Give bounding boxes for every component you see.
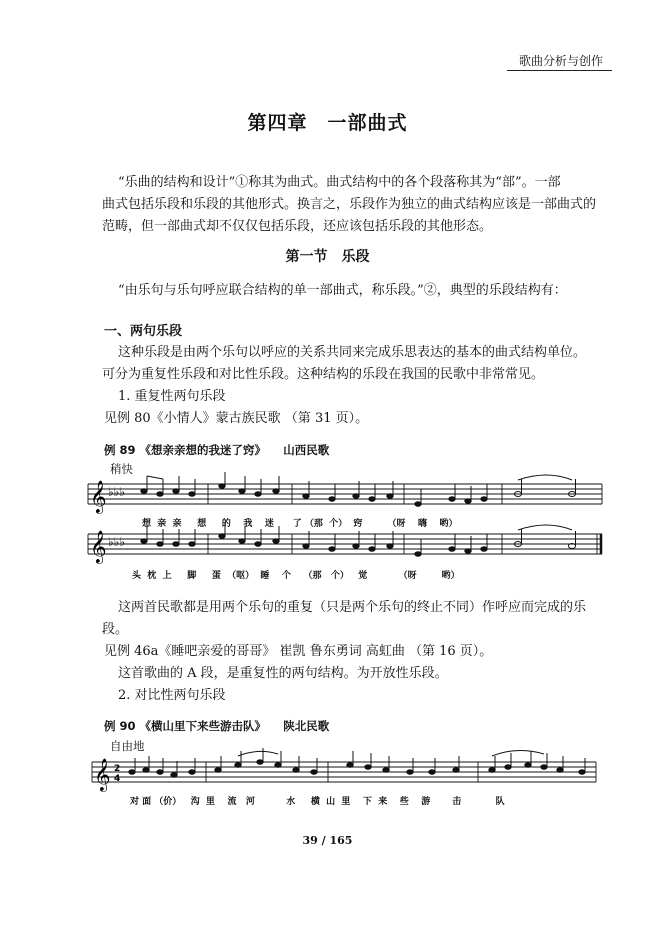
intro-line-3: 范畴，但一部曲式却不仅仅包括乐段，还应该包括乐段的其他形态。 xyxy=(102,219,493,234)
treble-clef-icon: 𝄞 xyxy=(90,480,107,513)
example-89-tempo: 稍快 xyxy=(110,462,133,476)
staff-system-3 xyxy=(92,762,596,782)
after-89-line-1: 这两首民歌都是用两个乐句的重复（只是两个乐句的终止不同）作呼应而完成的乐 xyxy=(118,600,587,615)
list-item-1: 1. 重复性两句乐段 xyxy=(118,389,226,404)
example-89-score xyxy=(82,474,612,604)
intro-line-2: 曲式包括乐段和乐段的其他形式。换言之，乐段作为独立的曲式结构应该是一部曲式的 xyxy=(102,197,597,212)
example-90-lyrics: 对 面 （价） 沟 里 流 河 水 横 山 里 下 来 些 游 击 队 xyxy=(130,797,505,807)
reference-example-46a: 见例 46a《睡吧亲爱的哥哥》 崔凯 鲁东勇词 高虹曲 （第 16 页）。 xyxy=(104,644,493,659)
subsection-line-1: 这种乐段是由两个乐句以呼应的关系共同来完成乐思表达的基本的曲式结构单位。 xyxy=(118,345,587,360)
treble-clef-icon: 𝄞 xyxy=(90,530,107,563)
time-signature-bottom: 4 xyxy=(114,774,121,784)
example-90-score xyxy=(88,750,600,800)
example-89-caption: 例 89 《想亲亲想的我迷了窍》 山西民歌 xyxy=(104,443,330,457)
staff-system-1 xyxy=(88,484,602,504)
page-number: 39 / 165 xyxy=(302,834,353,847)
after-89-description: 这首歌曲的 A 段，是重复性的两句结构。为开放性乐段。 xyxy=(118,666,448,681)
example-89-lyrics-1: 想 亲 亲 想 的 我 迷 了 （那 个） 窍 （呀 嗨 哟） xyxy=(142,519,458,529)
section-definition: “由乐句与乐句呼应联合结构的单一部曲式，称乐段。”②，典型的乐段结构有： xyxy=(118,283,567,298)
treble-clef-icon: 𝄞 xyxy=(94,758,111,791)
subsection-line-2: 可分为重复性乐段和对比性乐段。这种结构的乐段在我国的民歌中非常常见。 xyxy=(102,367,545,382)
example-89-lyrics-2: 头 枕 上 脚 蛋 （呕） 睡 个 （那 个） 觉 （呀 哟） xyxy=(132,571,460,581)
reference-example-80: 见例 80《小情人》蒙古族民歌 （第 31 页）。 xyxy=(104,411,369,426)
staff-system-2 xyxy=(88,534,602,554)
time-signature-top: 2 xyxy=(114,764,121,774)
example-90-tempo: 自由地 xyxy=(110,739,145,753)
intro-line-1: “乐曲的结构和设计”①称其为曲式。曲式结构中的各个段落称其为“部”。一部 xyxy=(118,175,561,190)
key-signature-icon: ♭♭♭ xyxy=(108,485,125,499)
list-item-2: 2. 对比性两句乐段 xyxy=(118,688,226,703)
section-title: 第一节 乐段 xyxy=(285,249,370,265)
notes-system-3 xyxy=(129,748,585,777)
key-signature-icon: ♭♭♭ xyxy=(108,535,125,549)
after-89-line-2: 段。 xyxy=(102,622,129,637)
subsection-title: 一、两句乐段 xyxy=(104,324,183,339)
chapter-title: 第四章 一部曲式 xyxy=(247,112,408,134)
running-header: 歌曲分析与创作 xyxy=(518,54,603,68)
header-rule xyxy=(507,70,612,71)
example-90-caption: 例 90 《横山里下来些游击队》 陕北民歌 xyxy=(104,719,330,733)
